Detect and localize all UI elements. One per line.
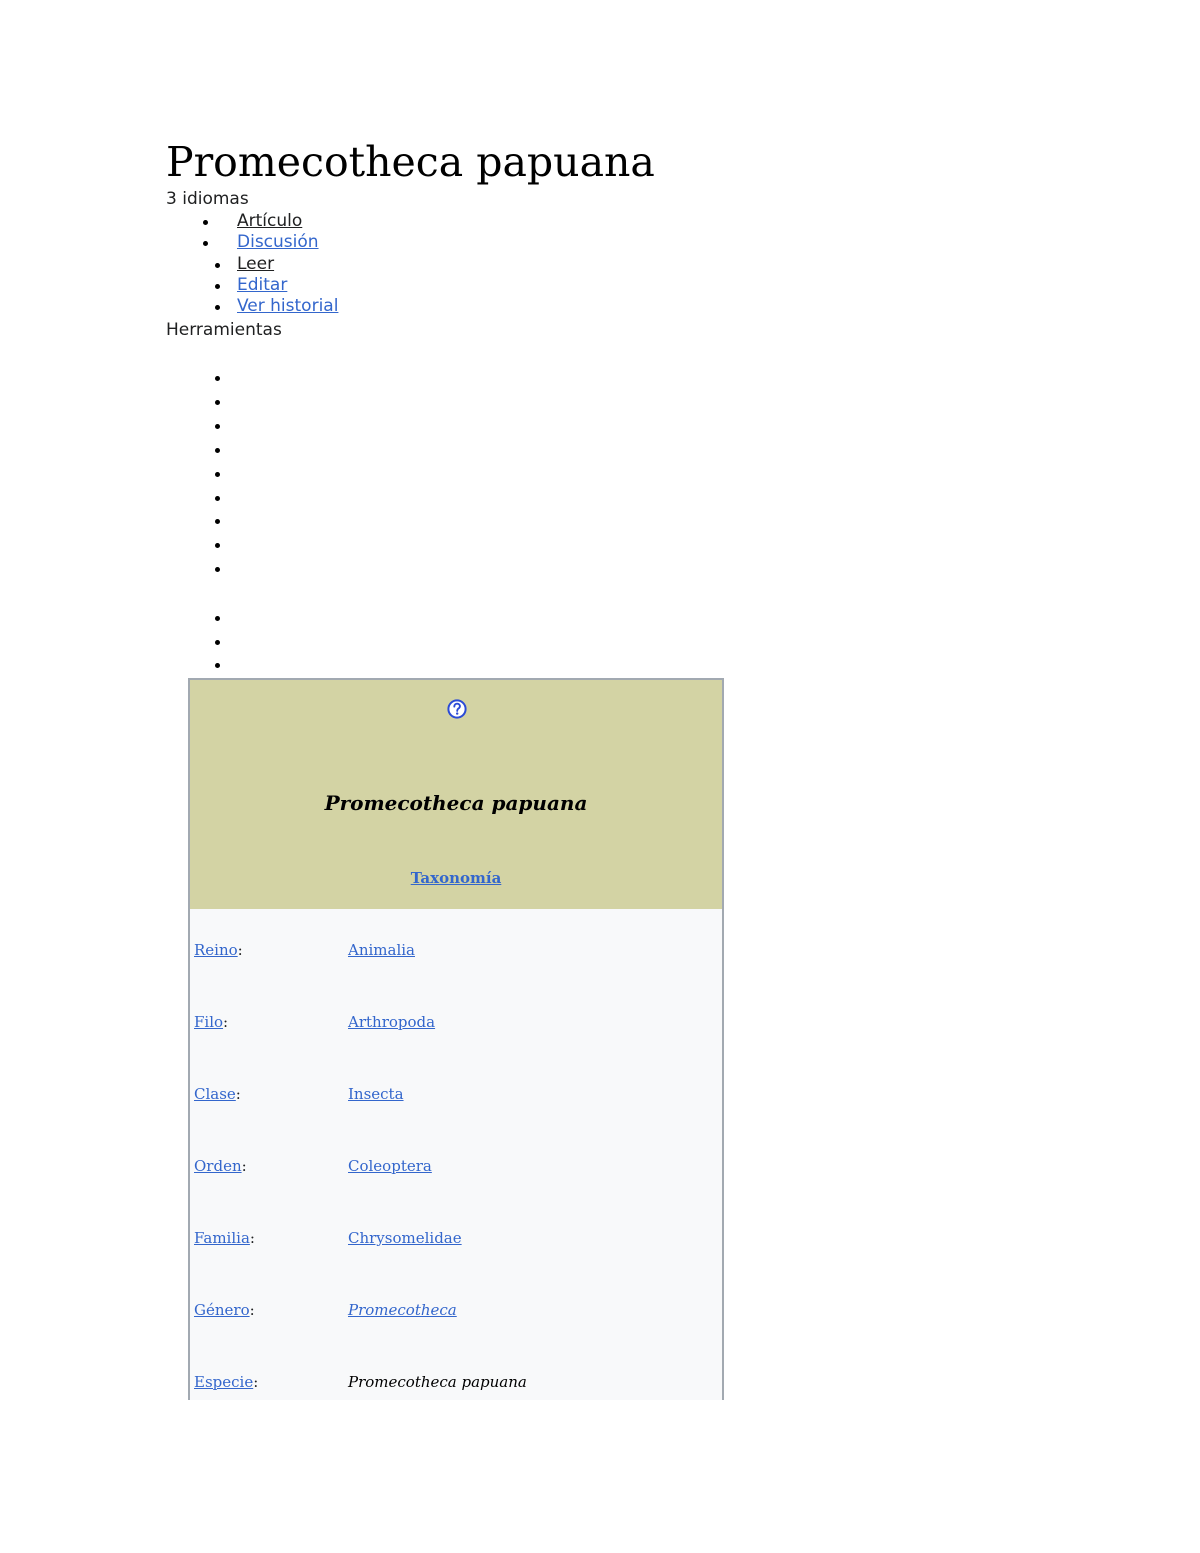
bullet-icon bbox=[215, 263, 220, 268]
value-link-arthropoda[interactable]: Arthropoda bbox=[348, 1013, 436, 1031]
bullet-icon bbox=[215, 472, 220, 477]
taxo-row-filo bbox=[190, 1011, 722, 1033]
bullet-icon bbox=[215, 543, 220, 548]
taxobox-title: Promecotheca papuana bbox=[324, 791, 588, 815]
rank-value bbox=[348, 1011, 435, 1033]
rank-link-reino[interactable]: Reino bbox=[194, 941, 238, 959]
bullet-icon bbox=[215, 305, 220, 310]
rank-label: Clase: bbox=[194, 1085, 241, 1103]
bullet-icon bbox=[215, 496, 220, 501]
rank-label: Especie: bbox=[194, 1373, 259, 1391]
taxonomy-heading bbox=[190, 868, 722, 888]
rank-label: Reino: bbox=[194, 941, 243, 959]
rank-link-filo[interactable]: Filo bbox=[194, 1013, 224, 1031]
rank-label: Familia: bbox=[194, 1229, 255, 1247]
taxo-row-especie bbox=[190, 1371, 722, 1393]
rank-value bbox=[348, 939, 415, 961]
rank-link-genero[interactable]: Género bbox=[194, 1301, 250, 1319]
bullet-icon bbox=[215, 284, 220, 289]
tab-articulo[interactable]: Artículo bbox=[237, 211, 303, 231]
rank-link-especie[interactable]: Especie bbox=[194, 1373, 254, 1391]
bullet-icon bbox=[215, 640, 220, 645]
bullet-icon bbox=[215, 519, 220, 524]
nav-item-editar bbox=[166, 275, 338, 296]
value-link-promecotheca[interactable]: Promecotheca bbox=[348, 1301, 457, 1319]
bullet-icon bbox=[215, 400, 220, 405]
rank-value bbox=[348, 1083, 404, 1105]
nav-item-ver-historial bbox=[166, 296, 338, 317]
rank-label: Orden: bbox=[194, 1157, 247, 1175]
bullet-icon bbox=[215, 616, 220, 621]
bullet-icon bbox=[215, 376, 220, 381]
value-link-insecta[interactable]: Insecta bbox=[348, 1085, 404, 1103]
taxobox-header bbox=[190, 680, 722, 909]
taxo-row-orden bbox=[190, 1155, 722, 1177]
taxonomy-link[interactable]: Taxonomía bbox=[410, 869, 502, 887]
value-link-coleoptera[interactable]: Coleoptera bbox=[348, 1157, 432, 1175]
taxo-row-genero bbox=[190, 1299, 722, 1321]
bullet-icon bbox=[203, 220, 208, 225]
rank-value bbox=[348, 1155, 432, 1177]
nav-item-discusion bbox=[166, 232, 338, 253]
nav-item-articulo bbox=[166, 211, 338, 232]
value-link-animalia[interactable]: Animalia bbox=[348, 941, 415, 959]
tab-leer[interactable]: Leer bbox=[237, 253, 275, 274]
taxobox bbox=[188, 678, 724, 1400]
rank-value bbox=[348, 1299, 457, 1321]
tools-menu-label[interactable]: Herramientas bbox=[166, 320, 282, 340]
taxo-row-familia bbox=[190, 1227, 722, 1249]
page-actions-nav bbox=[166, 211, 338, 317]
rank-label: Filo: bbox=[194, 1013, 229, 1031]
language-selector[interactable]: 3 idiomas bbox=[166, 189, 249, 209]
bullet-icon bbox=[215, 663, 220, 668]
tab-discusion[interactable]: Discusión bbox=[237, 232, 319, 253]
rank-link-orden[interactable]: Orden bbox=[194, 1157, 242, 1175]
question-circle-icon[interactable] bbox=[447, 699, 467, 719]
nav-item-leer bbox=[166, 254, 338, 275]
bullet-icon bbox=[215, 567, 220, 572]
tab-editar[interactable]: Editar bbox=[237, 274, 288, 295]
value-link-chrysomelidae[interactable]: Chrysomelidae bbox=[348, 1229, 462, 1247]
page-title: Promecotheca papuana bbox=[166, 138, 655, 186]
tab-ver-historial[interactable]: Ver historial bbox=[237, 296, 339, 317]
bullet-icon bbox=[203, 241, 208, 246]
rank-link-clase[interactable]: Clase bbox=[194, 1085, 236, 1103]
bullet-icon bbox=[215, 448, 220, 453]
rank-link-familia[interactable]: Familia bbox=[194, 1229, 250, 1247]
taxo-row-clase bbox=[190, 1083, 722, 1105]
taxo-row-reino bbox=[190, 939, 722, 961]
rank-label: Género: bbox=[194, 1301, 255, 1319]
rank-value bbox=[348, 1227, 462, 1249]
species-name: Promecotheca papuana bbox=[348, 1373, 527, 1391]
bullet-icon bbox=[215, 424, 220, 429]
